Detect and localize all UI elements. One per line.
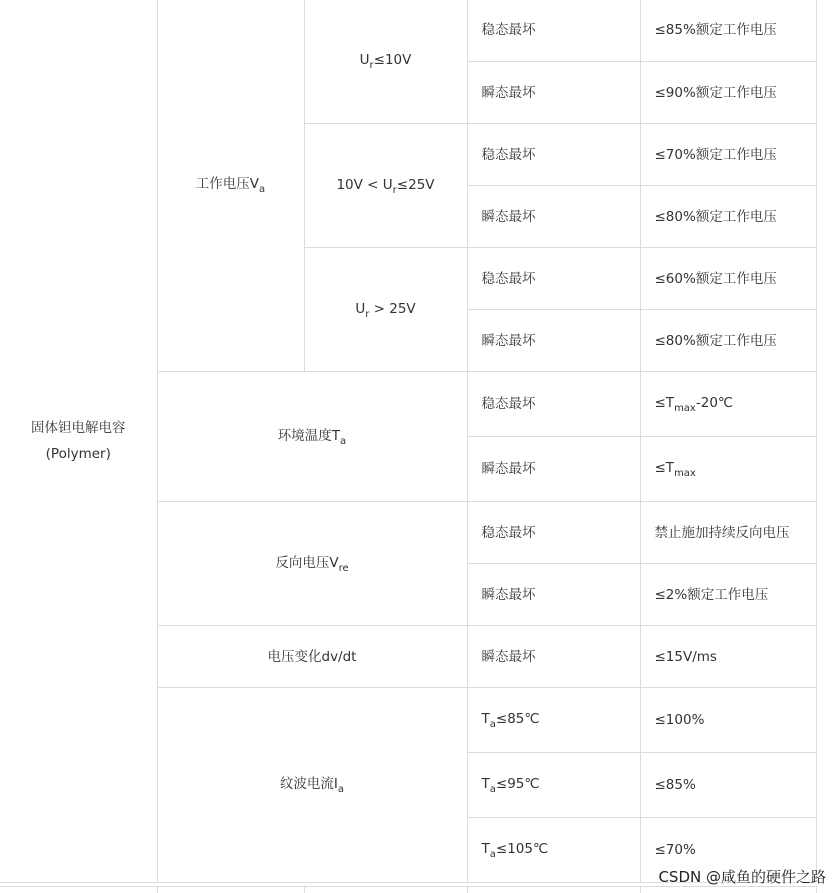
range-cell: $U_r\le 10V$ xyxy=(304,0,467,124)
limit-cell: ≤2%额定工作电压 xyxy=(640,564,816,626)
limit-cell: ≤70% xyxy=(640,818,816,883)
component-name: 固体钽电解电容 xyxy=(31,419,126,436)
limit-cell: $\le T_{max}$ xyxy=(640,437,816,502)
state-cell: 稳态最坏 xyxy=(467,502,640,564)
limit-cell: 禁止施加持续反向电压 xyxy=(640,502,816,564)
param-voltage-change: 电压变化dv/dt xyxy=(157,626,467,688)
range-cell: $10V < U_r\le 25V$ xyxy=(304,124,467,248)
limit-cell: ≤80%额定工作电压 xyxy=(640,186,816,248)
limit-cell: $\le T_{max}-20℃$ xyxy=(640,372,816,437)
csdn-watermark: CSDN @咸鱼的硬件之路 xyxy=(658,868,826,886)
range-cell: $U_r > 25V$ xyxy=(304,248,467,372)
state-cell: 瞬态最坏 xyxy=(467,186,640,248)
param-ripple-current: 纹波电流$I_a$ xyxy=(157,688,467,883)
state-cell: 稳态最坏 xyxy=(467,0,640,62)
table-row xyxy=(0,0,816,62)
state-cell: 瞬态最坏 xyxy=(467,62,640,124)
state-cell: 稳态最坏 xyxy=(467,124,640,186)
limit-cell: ≤90%额定工作电压 xyxy=(640,62,816,124)
state-cell: 稳态最坏 xyxy=(467,248,640,310)
param-ambient-temp: 环境温度$T_a$ xyxy=(157,372,467,502)
limit-cell: ≤85%额定工作电压 xyxy=(640,0,816,62)
state-cell: 瞬态最坏 xyxy=(467,626,640,688)
state-cell: 瞬态最坏 xyxy=(467,437,640,502)
condition-cell: $T_a\le 95℃$ xyxy=(467,753,640,818)
limit-cell: ≤15V/ms xyxy=(640,626,816,688)
condition-cell: $T_a\le 85℃$ xyxy=(467,688,640,753)
condition-cell: $T_a\le 105℃$ xyxy=(467,818,640,883)
param-working-voltage: 工作电压$V_a$ xyxy=(157,0,304,372)
next-row-edge xyxy=(0,886,816,893)
state-cell: 稳态最坏 xyxy=(467,372,640,437)
state-cell: 瞬态最坏 xyxy=(467,310,640,372)
limit-cell: ≤70%额定工作电压 xyxy=(640,124,816,186)
limit-cell: ≤60%额定工作电压 xyxy=(640,248,816,310)
limit-cell: ≤100% xyxy=(640,688,816,753)
param-reverse-voltage: 反向电压$V_{re}$ xyxy=(157,502,467,626)
component-type: (Polymer) xyxy=(45,445,111,462)
limit-cell: ≤80%额定工作电压 xyxy=(640,310,816,372)
state-cell: 瞬态最坏 xyxy=(467,564,640,626)
limit-cell: ≤85% xyxy=(640,753,816,818)
component-cell xyxy=(0,0,157,883)
